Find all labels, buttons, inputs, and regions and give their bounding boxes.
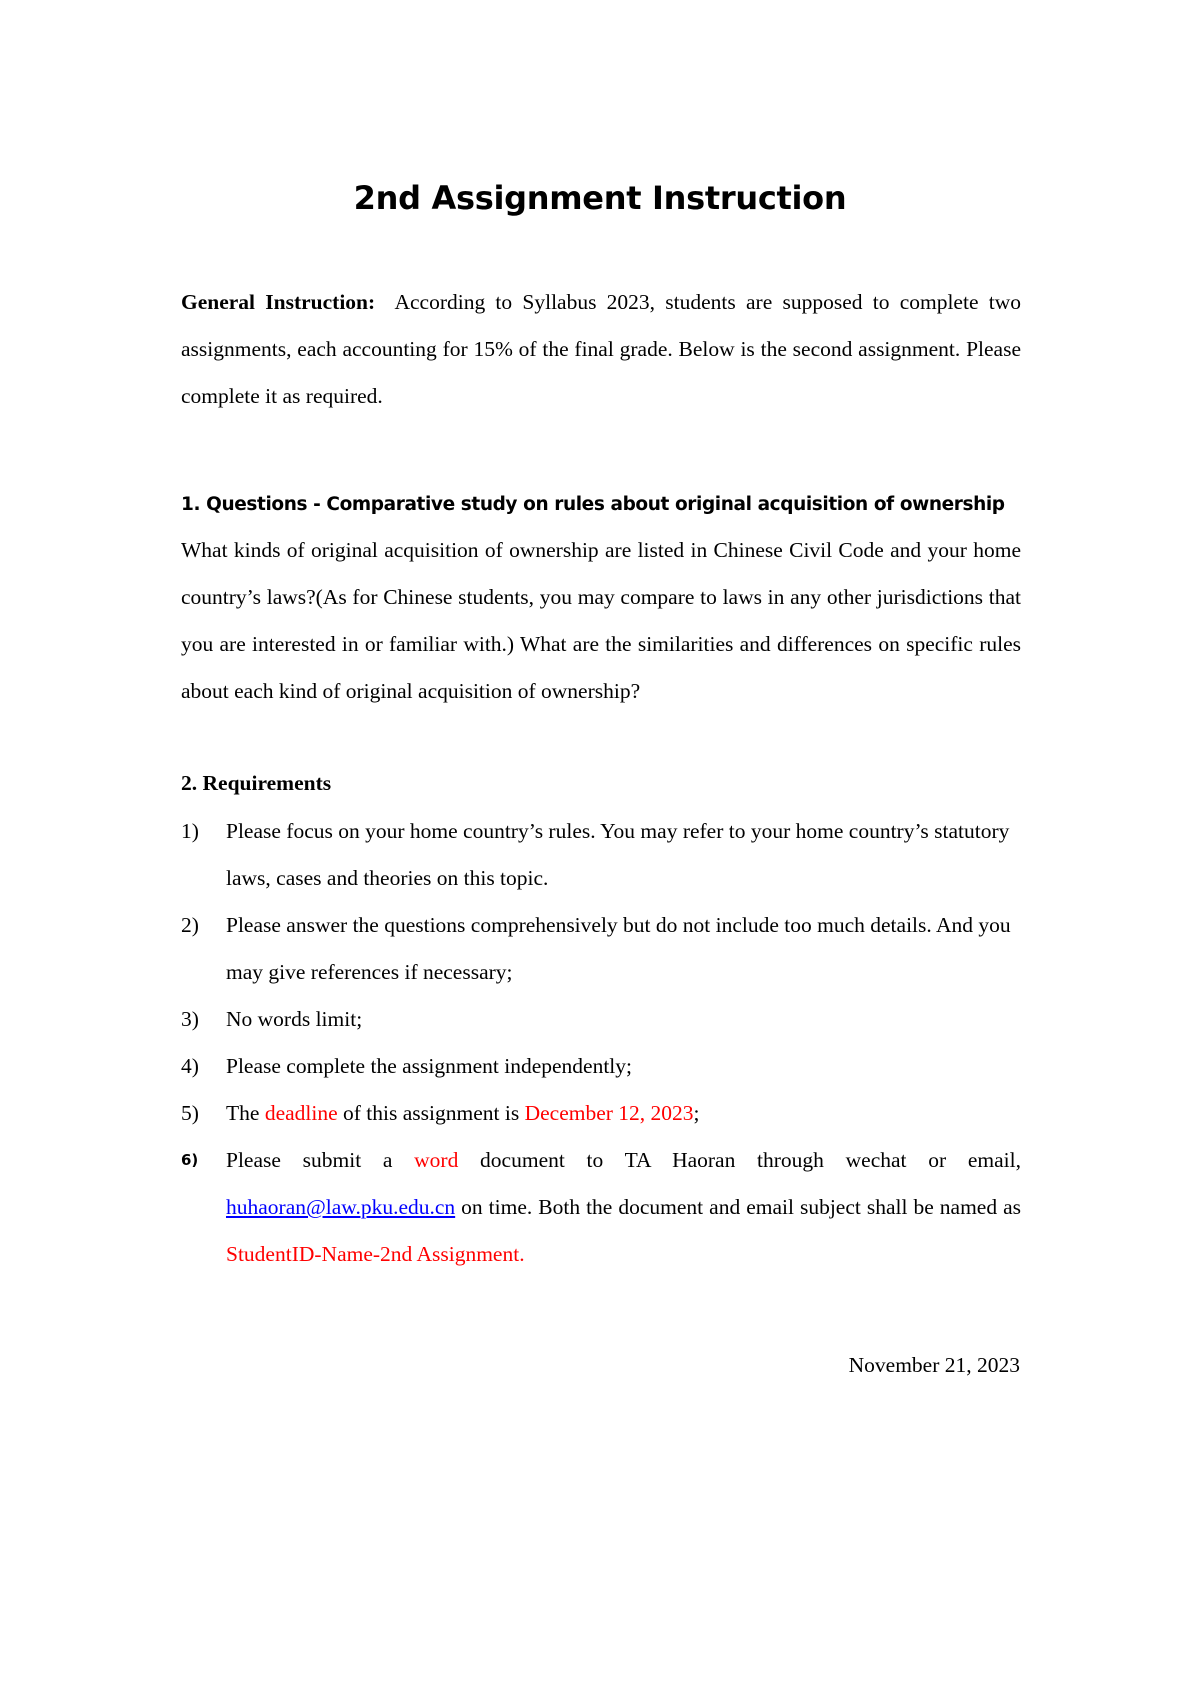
- requirements-list: [181, 808, 1021, 1278]
- questions-body: What kinds of original acquisition of ownership are listed in Chinese Civil Code and your home country’s laws?(As for Chinese students, you may compare to laws in any other jurisdictions that you are interested in or familiar with.) What are the similarities and differences on specific rules about each kind of original acquisition of ownership?: [181, 538, 1021, 703]
- requirement-text: Please focus on your home country’s rules. You may refer to your home country’s statutory laws, cases and theories on this topic.: [226, 819, 1010, 890]
- requirement-item: [181, 808, 1021, 902]
- page-title: 2nd Assignment Instruction: [353, 179, 847, 217]
- requirement-number: 6): [181, 1151, 199, 1169]
- requirement-text: Please submit a: [226, 1148, 415, 1172]
- deadline-date: December 12, 2023: [524, 1101, 694, 1125]
- requirement-text: No words limit;: [226, 1007, 363, 1031]
- requirement-text: ;: [693, 1101, 700, 1125]
- requirement-item-submission: [181, 1137, 1021, 1278]
- requirement-text: of this assignment is: [337, 1101, 525, 1125]
- requirements-heading: 2. Requirements: [181, 771, 332, 795]
- document-date: November 21, 2023: [848, 1353, 1020, 1377]
- requirement-text: Please answer the questions comprehensively but do not include too much details. And you may give references if necessary;: [226, 913, 1011, 984]
- deadline-word: deadline: [264, 1101, 338, 1125]
- requirement-text: Please complete the assignment independently;: [226, 1054, 633, 1078]
- requirement-item: [181, 996, 1021, 1043]
- requirement-text: on time. Both the document and email subject shall be named as: [455, 1195, 1021, 1219]
- general-instruction-lead: General Instruction:: [181, 290, 376, 314]
- requirement-number: 2): [181, 913, 199, 937]
- questions-heading: 1. Questions - Comparative study on rules about original acquisition of ownership: [181, 494, 1005, 515]
- general-instruction-text: According to Syllabus 2023, students are supposed to complete two assignments, each accounting for 15% of the final grade. Below is the second assignment. Please complete it as required.: [181, 290, 1021, 408]
- requirement-item-deadline: [181, 1090, 1021, 1137]
- email-link[interactable]: huhaoran@law.pku.edu.cn: [226, 1195, 456, 1219]
- requirement-text: document to TA Haoran through wechat or email,: [458, 1148, 1021, 1172]
- requirement-number: 4): [181, 1054, 199, 1078]
- requirement-number: 3): [181, 1007, 199, 1031]
- requirement-number: 1): [181, 819, 199, 843]
- requirement-item: [181, 1043, 1021, 1090]
- requirement-text: The: [226, 1101, 265, 1125]
- general-instruction: [181, 279, 1021, 420]
- word-format: word: [414, 1148, 459, 1172]
- requirement-item: [181, 902, 1021, 996]
- file-naming-format: StudentID-Name-2nd Assignment.: [226, 1242, 525, 1266]
- requirement-number: 5): [181, 1101, 199, 1125]
